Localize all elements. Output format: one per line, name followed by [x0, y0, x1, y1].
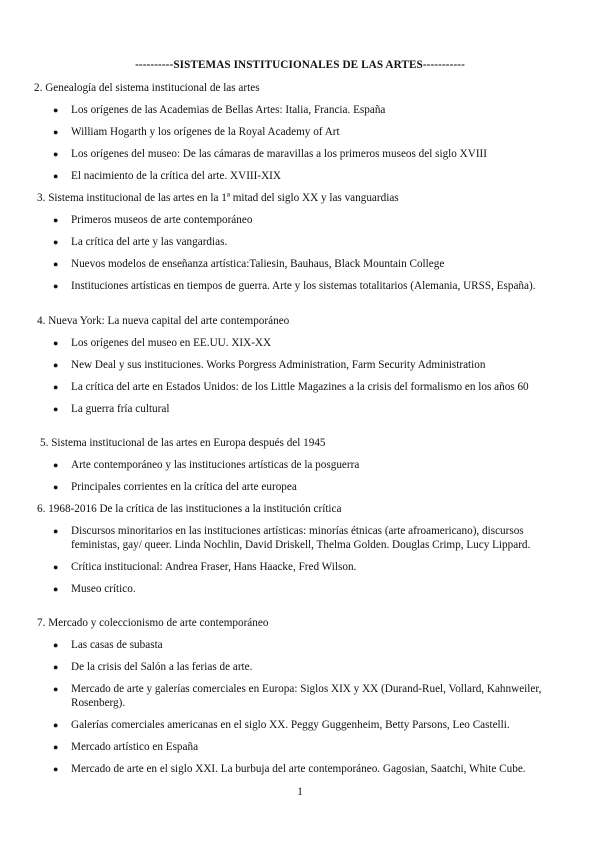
- section-2: [0, 81, 600, 183]
- list-item: ● La crítica del arte y las vangardias.: [53, 236, 228, 248]
- bullet-icon: ●: [53, 171, 59, 181]
- section-heading: 6. 1968-2016 De la crítica de las instituciones a la institución crítica: [37, 503, 342, 515]
- item-list: [0, 638, 600, 776]
- bullet-icon: ●: [53, 215, 59, 225]
- section-5: [0, 436, 600, 494]
- bullet-icon: ●: [53, 149, 59, 159]
- item-list: [0, 103, 600, 183]
- item-list: [0, 458, 600, 494]
- bullet-icon: ●: [53, 237, 59, 247]
- section-heading: 4. Nueva York: La nueva capital del arte contemporáneo: [37, 315, 290, 327]
- section-heading: 3. Sistema institucional de las artes en la 1ª mitad del siglo XX y las vanguardias: [37, 192, 399, 204]
- list-item: ● La crítica del arte en Estados Unidos: de los Little Magazines a la crisis del formalismo en los años 60: [53, 381, 529, 393]
- list-item: ● Los orígenes del museo: De las cámaras de maravillas a los primeros museos del siglo XVIII: [53, 148, 488, 160]
- bullet-icon: ●: [53, 584, 59, 594]
- bullet-icon: ●: [53, 684, 59, 694]
- section-6: [0, 502, 600, 596]
- bullet-icon: ●: [53, 526, 59, 536]
- bullet-icon: ●: [53, 562, 59, 572]
- section-heading: 5. Sistema institucional de las artes en Europa después del 1945: [40, 437, 326, 449]
- bullet-icon: ●: [53, 360, 59, 370]
- list-item: ● De la crisis del Salón a las ferias de arte.: [53, 661, 253, 673]
- list-item: ● Arte contemporáneo y las instituciones artísticas de la posguerra: [53, 459, 360, 471]
- list-item: ● Instituciones artísticas en tiempos de guerra. Arte y los sistemas totalitarios (Alemania, URSS, España).: [53, 280, 536, 292]
- item-list: [0, 336, 600, 416]
- bullet-icon: ●: [53, 281, 59, 291]
- bullet-icon: ●: [53, 338, 59, 348]
- bullet-icon: ●: [53, 105, 59, 115]
- section-7: [0, 616, 600, 776]
- bullet-icon: ●: [53, 640, 59, 650]
- list-item: ● La guerra fría cultural: [53, 403, 170, 415]
- list-item: ● Las casas de subasta: [53, 639, 163, 651]
- list-item: ● Crítica institucional: Andrea Fraser, Hans Haacke, Fred Wilson.: [53, 561, 357, 573]
- list-item: ● Primeros museos de arte contemporáneo: [53, 214, 253, 226]
- bullet-icon: ●: [53, 259, 59, 269]
- bullet-icon: ●: [53, 460, 59, 470]
- item-list: [0, 213, 600, 293]
- bullet-icon: ●: [53, 742, 59, 752]
- bullet-icon: ●: [53, 662, 59, 672]
- list-item: ● Mercado de arte en el siglo XXI. La burbuja del arte contemporáneo. Gagosian, Saatchi, White Cube.: [53, 763, 526, 775]
- document-title: ----------SISTEMAS INSTITUCIONALES DE LAS ARTES-----------: [135, 59, 465, 71]
- list-item: ● Principales corrientes en la crítica del arte europea: [53, 481, 297, 493]
- list-item: ● Nuevos modelos de enseñanza artística:Taliesin, Bauhaus, Black Mountain College: [53, 258, 445, 270]
- list-item: ● El nacimiento de la crítica del arte. XVIII-XIX: [53, 170, 281, 182]
- list-item: ● Los orígenes de las Academias de Bellas Artes: Italia, Francia. España: [53, 104, 386, 116]
- bullet-icon: ●: [53, 127, 59, 137]
- section-heading: 7. Mercado y coleccionismo de arte contemporáneo: [37, 617, 269, 629]
- section-4: [0, 314, 600, 416]
- section-3: [0, 191, 600, 293]
- bullet-icon: ●: [53, 482, 59, 492]
- list-item: ● Galerías comerciales americanas en el siglo XX. Peggy Guggenheim, Betty Parsons, Leo Castelli.: [53, 719, 510, 731]
- page-number: 1: [297, 786, 303, 798]
- item-list: [0, 524, 600, 596]
- bullet-icon: ●: [53, 404, 59, 414]
- bullet-icon: ●: [53, 382, 59, 392]
- list-item: ● New Deal y sus instituciones. Works Porgress Administration, Farm Security Administration: [53, 359, 486, 371]
- list-item: ● Los orígenes del museo en EE.UU. XIX-XX: [53, 337, 272, 349]
- section-heading: 2. Genealogía del sistema institucional de las artes: [34, 82, 260, 94]
- bullet-icon: ●: [53, 720, 59, 730]
- list-item: ● William Hogarth y los orígenes de la Royal Academy of Art: [53, 126, 340, 138]
- list-item: ● Discursos minoritarios en las instituciones artísticas: minorías étnicas (arte afroamericano), discursos feministas, gay/ queer. Linda Nochlin, David Driskell, Thelma Golden. Douglas Crimp, Lucy Lippard.: [53, 525, 531, 551]
- list-item: ● Mercado de arte y galerías comerciales en Europa: Siglos XIX y XX (Durand-Ruel, Vollard, Kahnweiler, Rosenberg).: [53, 683, 542, 709]
- list-item: ● Mercado artístico en España: [53, 741, 199, 753]
- list-item: ● Museo crítico.: [53, 583, 136, 595]
- bullet-icon: ●: [53, 764, 59, 774]
